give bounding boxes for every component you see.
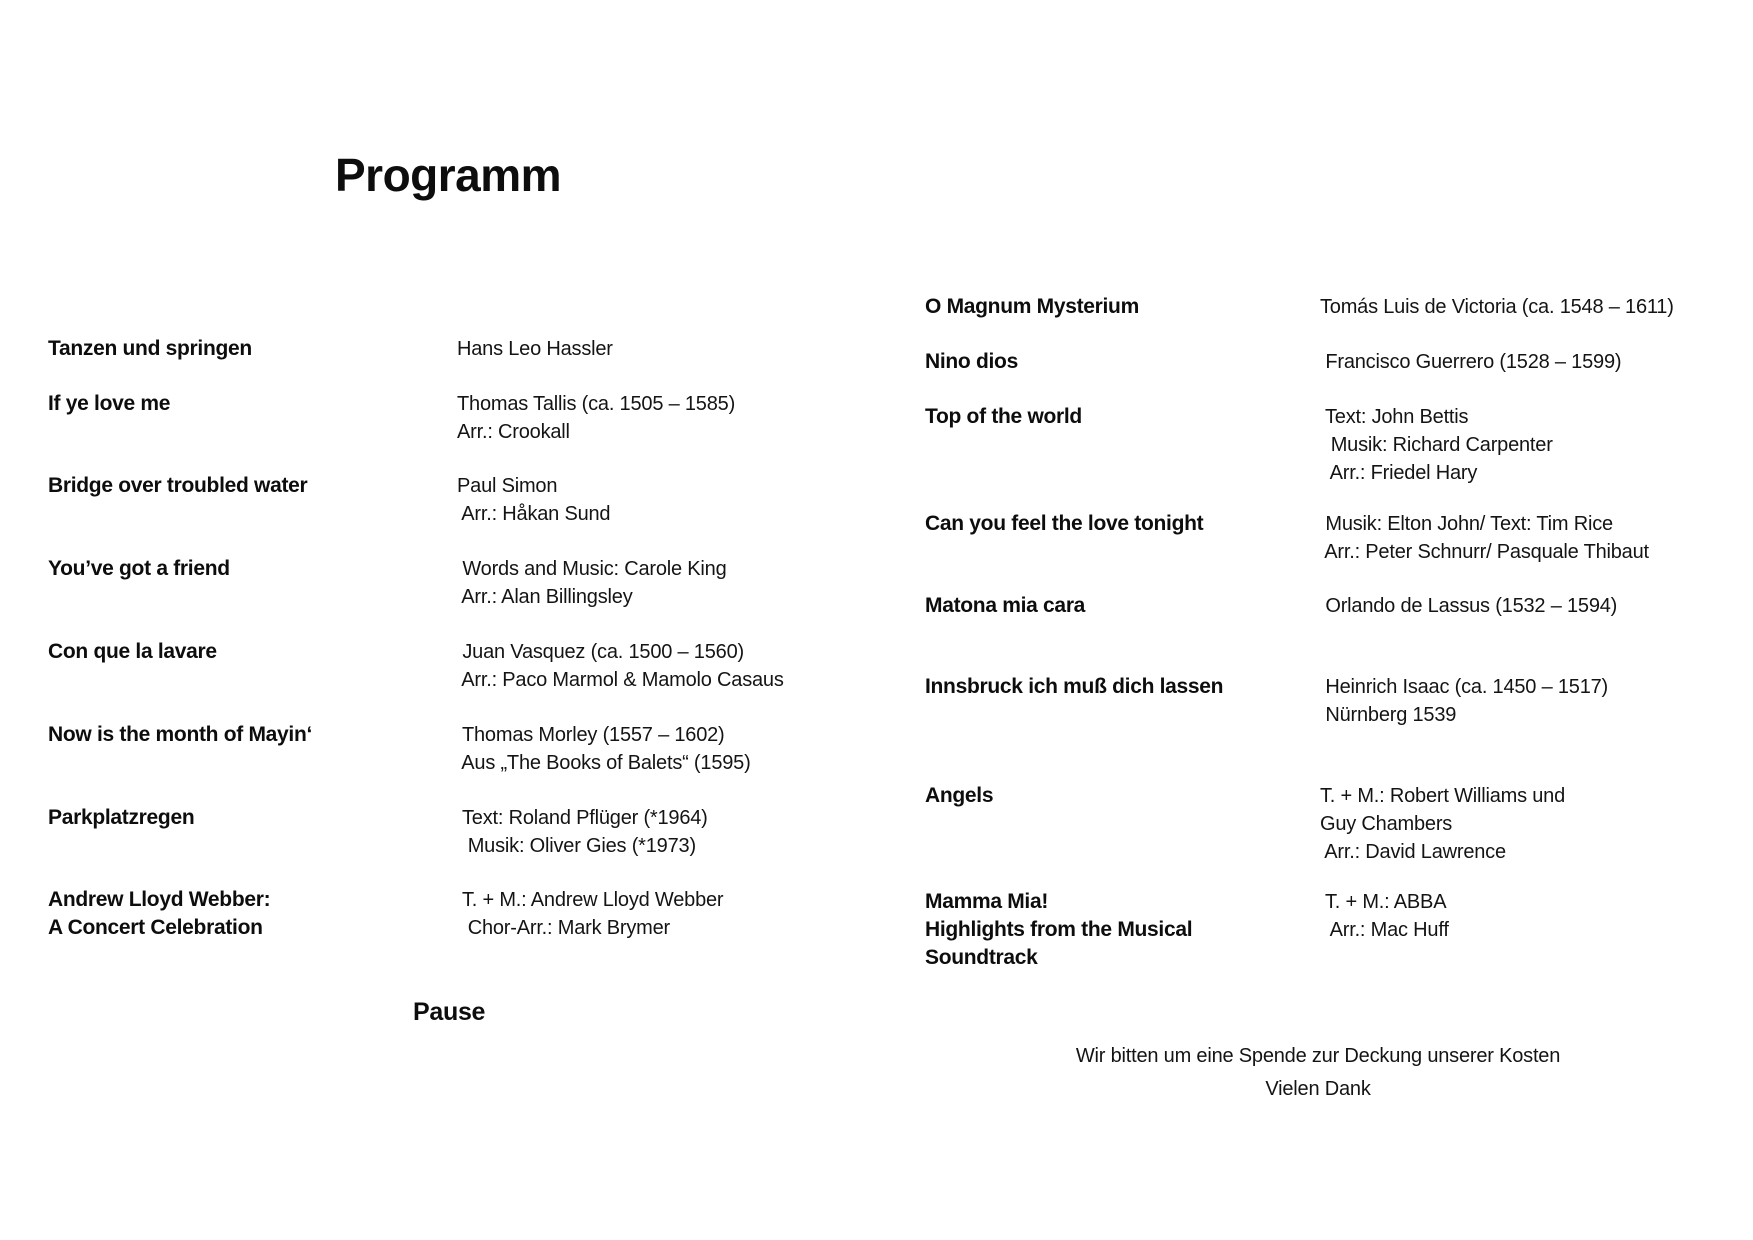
song-credits bbox=[457, 721, 751, 777]
song-title bbox=[48, 555, 230, 583]
song-title-line: Angels bbox=[925, 784, 994, 807]
song-credit-line: Hans Leo Hassler bbox=[457, 338, 613, 360]
song-credits bbox=[457, 804, 708, 860]
song-title bbox=[48, 638, 217, 666]
song-credit-line: T. + M.: ABBA bbox=[1320, 891, 1447, 913]
song-title bbox=[925, 592, 1085, 620]
song-credit-line: Paul Simon bbox=[457, 475, 558, 497]
song-title-line: Can you feel the love tonight bbox=[925, 512, 1204, 535]
song-credit-line: Musik: Elton John/ Text: Tim Rice bbox=[1320, 513, 1613, 535]
song-credits bbox=[1320, 293, 1674, 321]
song-title-line: Top of the world bbox=[925, 405, 1082, 428]
song-credit-line: Orlando de Lassus (1532 – 1594) bbox=[1320, 595, 1618, 617]
song-credits bbox=[1320, 592, 1617, 620]
song-title-line: Now is the month of Mayin‘ bbox=[48, 723, 313, 746]
song-title-line: Mamma Mia! bbox=[925, 890, 1049, 913]
song-credit-line: Chor-Arr.: Mark Brymer bbox=[457, 917, 670, 939]
song-title bbox=[925, 888, 1192, 972]
song-credits bbox=[1320, 510, 1649, 566]
song-credit-line: Words and Music: Carole King bbox=[457, 558, 727, 580]
song-title bbox=[925, 673, 1223, 701]
song-credit-line: Text: John Bettis bbox=[1320, 406, 1469, 428]
song-credit-line: Arr.: Alan Billingsley bbox=[457, 586, 633, 608]
song-title bbox=[925, 510, 1203, 538]
donation-note bbox=[1018, 1040, 1618, 1106]
song-credit-line: Nürnberg 1539 bbox=[1320, 704, 1457, 726]
song-credit-line: Guy Chambers bbox=[1320, 813, 1453, 835]
song-credit-line: Thomas Tallis (ca. 1505 – 1585) bbox=[457, 393, 736, 415]
song-title-line: Highlights from the Musical bbox=[925, 918, 1193, 941]
song-credit-line: Aus „The Books of Balets“ (1595) bbox=[457, 752, 751, 774]
song-credits bbox=[457, 335, 613, 363]
song-title-line: O Magnum Mysterium bbox=[925, 295, 1139, 318]
song-title-line: You’ve got a friend bbox=[48, 557, 230, 580]
song-credits bbox=[457, 638, 784, 694]
song-title bbox=[925, 348, 1018, 376]
song-credit-line: Arr.: David Lawrence bbox=[1320, 841, 1506, 863]
pause-label: Pause bbox=[413, 998, 486, 1026]
song-credits bbox=[457, 390, 735, 446]
song-credit-line: Tomás Luis de Victoria (ca. 1548 – 1611) bbox=[1320, 296, 1674, 318]
program-left-column bbox=[48, 0, 848, 1240]
donation-note-line-2: Vielen Dank bbox=[1265, 1078, 1371, 1100]
song-credit-line: Musik: Richard Carpenter bbox=[1320, 434, 1553, 456]
song-title bbox=[925, 782, 993, 810]
song-credit-line: Arr.: Mac Huff bbox=[1320, 919, 1449, 941]
song-title bbox=[48, 886, 270, 942]
song-credit-line: Arr.: Håkan Sund bbox=[457, 503, 611, 525]
song-title bbox=[48, 335, 252, 363]
song-credit-line: Arr.: Peter Schnurr/ Pasquale Thibaut bbox=[1320, 541, 1649, 563]
song-credit-line: Arr.: Paco Marmol & Mamolo Casaus bbox=[457, 669, 784, 691]
song-credits bbox=[1320, 782, 1565, 866]
song-title-line: Matona mia cara bbox=[925, 594, 1086, 617]
song-credit-line: Francisco Guerrero (1528 – 1599) bbox=[1320, 351, 1622, 373]
song-title bbox=[48, 472, 307, 500]
song-credit-line: Text: Roland Pflüger (*1964) bbox=[457, 807, 708, 829]
song-credit-line: Juan Vasquez (ca. 1500 – 1560) bbox=[457, 641, 744, 663]
song-title-line: Nino dios bbox=[925, 350, 1018, 373]
song-title bbox=[48, 390, 170, 418]
song-title-line: Andrew Lloyd Webber: bbox=[48, 888, 271, 911]
song-credits bbox=[457, 472, 610, 528]
song-title-line: Bridge over troubled water bbox=[48, 474, 308, 497]
song-title-line: Parkplatzregen bbox=[48, 806, 195, 829]
song-credit-line: Thomas Morley (1557 – 1602) bbox=[457, 724, 725, 746]
song-credits bbox=[457, 886, 723, 942]
song-title bbox=[925, 403, 1082, 431]
song-credit-line: T. + M.: Andrew Lloyd Webber bbox=[457, 889, 724, 911]
song-credits bbox=[1320, 673, 1608, 729]
page-title: Programm bbox=[335, 149, 562, 201]
song-title bbox=[48, 721, 312, 749]
song-credits bbox=[1320, 348, 1621, 376]
song-title-line: Tanzen und springen bbox=[48, 337, 252, 360]
song-title bbox=[48, 804, 194, 832]
song-title bbox=[925, 293, 1139, 321]
song-credit-line: Heinrich Isaac (ca. 1450 – 1517) bbox=[1320, 676, 1609, 698]
song-credit-line: Arr.: Friedel Hary bbox=[1320, 462, 1478, 484]
song-title-line: A Concert Celebration bbox=[48, 916, 263, 939]
song-credits bbox=[1320, 403, 1553, 487]
song-credit-line: Arr.: Crookall bbox=[457, 421, 570, 443]
song-title-line: Con que la lavare bbox=[48, 640, 217, 663]
song-title-line: Soundtrack bbox=[925, 946, 1038, 969]
song-title-line: If ye love me bbox=[48, 392, 171, 415]
song-credit-line: T. + M.: Robert Williams und bbox=[1320, 785, 1566, 807]
song-credits bbox=[457, 555, 727, 611]
song-title-line: Innsbruck ich muß dich lassen bbox=[925, 675, 1224, 698]
donation-note-line-1: Wir bitten um eine Spende zur Deckung unserer Kosten bbox=[1075, 1045, 1561, 1067]
song-credits bbox=[1320, 888, 1449, 944]
song-credit-line: Musik: Oliver Gies (*1973) bbox=[457, 835, 696, 857]
